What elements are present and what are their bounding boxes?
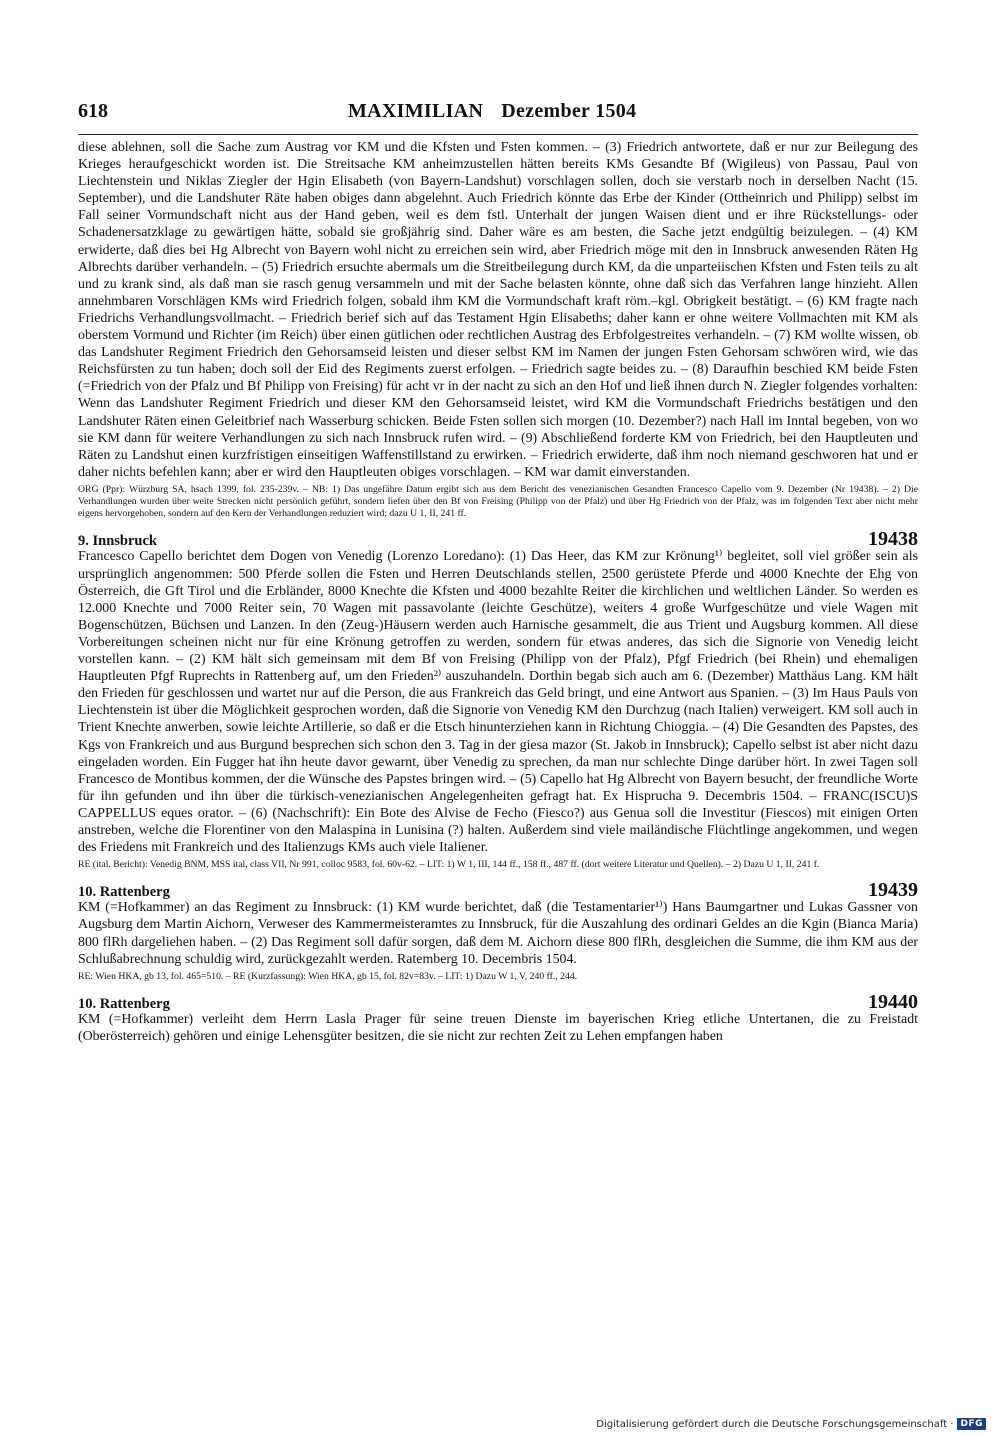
running-title — [348, 100, 636, 123]
entry-19439 — [78, 879, 918, 983]
entry-number: 19440 — [868, 990, 918, 1013]
entry-19440 — [78, 991, 918, 1045]
entry-date-place: 9. Innsbruck — [78, 533, 157, 550]
entry-heading — [78, 991, 918, 1011]
entry-text: Francesco Capello berichtet dem Dogen von Venedig (Lorenzo Loredano): (1) Das Heer, das KM zur Krönung¹⁾ begleitet, soll viel größer sein als ursprünglich angenommen: 500 Pferde sollen die Fsten und Herren Deutschlands stellen, 2500 gerüstete Pferde und 4000 Knechte der Ehg von Österreich, die Gft Tirol und die Erbländer, 8000 Knechte die Kfsten und 4000 bezahlte Reiter die kirchlichen und weltlichen Länder. So werden es 12.000 Knechte und 7000 Reiter sein, 70 Wagen mit passavolante (leichte Geschütze), weiters 4 große Wurfgeschütze und viele Wagen mit Bogenschützen, Büchsen und Lanzen. In den (Zeug-)Häusern werden auch Harnische gesammelt, die aus Trient und Augsburg kommen. All diese Vorbereitungen scheinen nicht nur für eine Krönung getroffen zu werden, sondern für etwas anderes, das sich die Signorie von Venedig leicht vorstellen kann. – (2) KM hält sich gemeinsam mit dem Bf von Freising (Philipp von der Pfalz), Pfgf Friedrich (bei Rhein) und ehemaligen Hauptleuten Pfgf Ruprechts in Rattenberg auf, um den Frieden²⁾ auszuhandeln. Dorthin begab sich auch am 6. (Dezember) Matthäus Lang. KM hält den Frieden für geschlossen und wartet nur auf die Person, die aus Frankreich das Geld bringt, und eine Antwort aus Spanien. – (3) Im Haus Pauls von Liechtenstein ist über die Möglichkeit gesprochen worden, daß die Signorie von Venedig KM den Durchzug (nach Italien) verweigert. KM soll auch in Trient Knechte anwerben, sowie leichte Artillerie, so daß er die Etsch hinunterziehen kann in Richtung Chioggia. – (4) Die Gesandten des Papstes, des Kgs von Frankreich und aus Burgund besprechen sich schon den 3. Tag in der giesa mazor (St. Jakob in Innsbruck); Capello selbst ist aber nicht dazu eingeladen worden. Ein Fugger hat ihn heute davor gewarnt, über Venedig zu sprechen, da man nur schlechte Dinge darüber hört. In zwei Tagen soll Francesco de Montibus kommen, der die Wünsche des Papstes bringen wird. – (5) Capello hat Hg Albrecht von Bayern besucht, der freundliche Worte für ihn gefunden und ihn über die türkisch-venezianischen Angelegenheiten gefragt hat. Ex Hisprucha 9. Decembris 1504. – FRANC(ISCU)S CAPPELLUS eques orator. – (6) (Nachschrift): Ein Bote des Alvise de Fecho (Fiesco?) aus Genua soll die Investitur (Fiescos) mit einigen Orten anstreben, welche die Florentiner von den Malaspina in Lunisina (?) halten. Außerdem sind viele mailändische Flüchtlinge angekommen, und wegen des Friedens mit Frankreich und des Italienzugs KMs auch viele Italiener. — [78, 549, 918, 856]
continued-entry-source: ORG (Ppr): Würzburg SA, hsach 1399, fol. 235-239v. – NB: 1) Das ungefähre Datum ergibt sich aus dem Bericht des venezianischen Gesandten Francesco Capello vom 9. Dezember (Nr 19438). – 2) Die Verhandlungen wurden über weite Strecken nicht persönlich geführt, sondern liefen über den Bf von Freising (Philipp von der Pfalz) und über Hg Friedrich von der Pfalz, was im folgenden Text aber nicht mehr eigens hervorgehoben, sondern auf den Kern der Verhandlungen reduziert wird; dazu U 1, II, 241 ff. — [78, 483, 918, 520]
footer-credit — [596, 1418, 986, 1430]
entry-heading — [78, 528, 918, 551]
entry-number: 19439 — [868, 879, 918, 902]
dfg-logo: DFG — [957, 1418, 986, 1430]
entry-number: 19438 — [868, 528, 918, 551]
entry-heading — [78, 879, 918, 902]
header-rule — [78, 134, 918, 135]
entry-source: RE (ital. Bericht): Venedig BNM, MSS ital, class VII, Nr 991, colloc 9583, fol. 60v-62. – LIT: 1) W 1, III, 144 ff., 158 ff., 487 ff. (dort weitere Literatur und Quellen). – 2) Dazu U 1, II, 241 f. — [78, 859, 820, 871]
running-title-name: MAXIMILIAN — [348, 100, 484, 122]
funding-credit-text: Digitalisierung gefördert durch die Deutsche Forschungsgemeinschaft · — [596, 1418, 954, 1430]
document-page — [78, 100, 918, 1045]
running-title-date: Dezember 1504 — [501, 100, 637, 122]
entry-source: RE: Wien HKA, gb 13, fol. 465=510. – RE (Kurzfassung): Wien HKA, gb 15, fol. 82v=83v. – LIT: 1) Dazu W 1, V, 240 ff., 244. — [78, 970, 578, 982]
entry-text: KM (=Hofkammer) verleiht dem Herrn Lasla Prager für seine treuen Dienste im bayerischen Krieg etliche Untertanen, die zu Freistadt (Oberösterreich) gehören und einige Lehensgüter besitzen, die sie nicht zur rechten Zeit zu Lehen empfangen haben — [78, 1011, 918, 1045]
entry-19438 — [78, 528, 918, 871]
page-number: 618 — [78, 100, 108, 122]
page-header — [78, 100, 918, 134]
continued-entry-text: diese ablehnen, soll die Sache zum Austrag vor KM und die Kfsten und Fsten kommen. – (3) Friedrich antwortete, daß er nur zur Beilegung des Krieges heraufgeschickt worden ist. Die Streitsache KM anheimzustellen hätten bereits KMs Gesandte Bf (Wigileus) von Passau, Paul von Liechtenstein und Niklas Ziegler der Hgin Elisabeth (von Bayern-Landshut) vorschlagen sollen, doch sie verstarb noch in derselben Nacht (15. September), und die Landshuter Räte haben obiges dann abgelehnt. Auch Friedrich könnte das Erbe der Kinder (Ottheinrich und Philipp) selbst im Fall seiner Vormundschaft nicht aus der Hand geben, weil es dem fstl. Unterhalt der jungen Waisen dient und er ihre Rückstellungs- oder Schadenersatzklage zu gewärtigen hätte, sobald sie großjährig sind. Daher wäre es am besten, die Sache jetzt endgültig beizulegen. – (4) KM erwiderte, daß dies bei Hg Albrecht von Bayern wohl nicht zu erreichen sein wird, aber Friedrich möge mit den in Innsbruck anwesenden Räten Hg Albrechts darüber verhandeln. – (5) Friedrich ersuchte abermals um die Streitbeilegung durch KM, da die unparteiischen Kfsten und Fsten teils zu alt und zu krank sind, als daß man sie rasch genug versammeln und mit der Sache belasten könnte, ohne daß sich das Verfahren lange hinzieht. Allen annehmbaren Vorschlägen KMs wird Friedrich folgen, sobald ihm KM die Vormundschaft kraft röm.–kgl. Obrigkeit bestätigt. – (6) KM fragte nach Friedrichs Verhandlungsvollmacht. – Friedrich berief sich auf das Testament Hgin Elisabeths; daher kann er ohne weitere Vollmachten mit KM als oberstem Vormund und Richter (im Reich) über einen gütlichen oder rechtlichen Austrag des Erbfolgestreites verhandeln. – (7) KM wollte wissen, ob das Landshuter Regiment Friedrich den Gehorsamseid leisten und dieser selbst KM im Namen der jungen Fsten Gehorsam schwören wird, wie das Reichsfürsten zu tun haben; doch soll der Eid des Regiments zuerst erfolgen. – Friedrich sagte beides zu. – (8) Daraufhin beschied KM beide Fsten (=Friedrich von der Pfalz und Bf Philipp von Freising) für acht vr in der nacht zu sich an den Hof und ließ ihnen durch N. Ziegler folgendes vorhalten: Wenn das Landshuter Regiment Friedrich und dieser KM den Gehorsamseid leistet, wird KM die Vormundschaft Friedrichs bestätigen und den Landshuter Räten einen Geleitbrief nach Wasserburg schicken. Beide Fsten sollen sich morgen (10. Dezember?) nach Hall im Inntal begeben, von wo sie KM dann für weitere Verhandlungen zu sich nach Innsbruck rufen wird. – (9) Abschließend forderte KM von Friedrich, bei den Hauptleuten und Räten zu Landshut einen kurzfristigen einseitigen Waffenstillstand zu erwirken. – Friedrich erwiderte, daß ihm noch niemand geschworen hat und er daher nichts befehlen kann; aber er wird den Hauptleuten obiges vorschlagen. – KM war damit einverstanden. — [78, 140, 918, 480]
entry-text: KM (=Hofkammer) an das Regiment zu Innsbruck: (1) KM wurde berichtet, daß (die Testamentarier¹⁾) Hans Baumgartner und Lukas Gassner von Augsburg dem Martin Aichorn, Verweser des Kammermeisteramtes zu Innsbruck, für die Auszahlung des ordinari Geldes an die Kgin (Bianca Maria) 800 flRh dargeliehen haben. – (2) Das Regiment soll dafür sorgen, daß dem M. Aichorn diese 800 flRh, desgleichen die Summe, die ihm KM aus der Schlußabrechnung schuldig wird, zurückgezahlt werden. Ratemberg 10. Decembris 1504. — [78, 900, 918, 967]
entry-date-place: 10. Rattenberg — [78, 884, 170, 901]
entry-date-place: 10. Rattenberg — [78, 995, 170, 1012]
